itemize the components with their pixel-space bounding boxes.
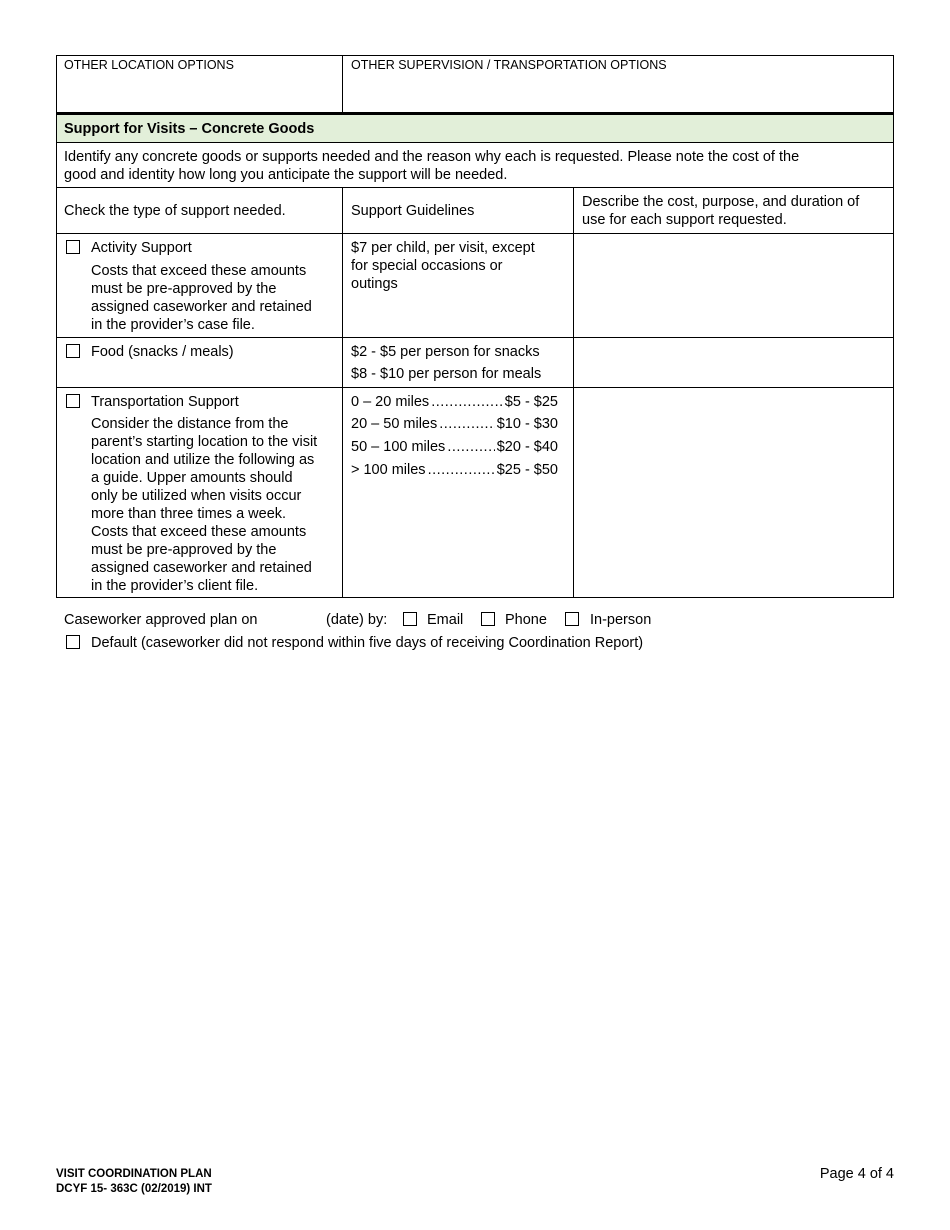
page-number: Page 4 of 4 — [819, 1166, 894, 1182]
approval-date-field[interactable] — [272, 609, 324, 629]
approval-in-person-label: In-person — [590, 612, 652, 628]
approval-phone-checkbox[interactable] — [481, 612, 495, 626]
activity-support-description-field[interactable] — [580, 238, 888, 332]
transport-guide-row — [351, 461, 558, 479]
activity-guide-line: $7 per child, per visit, except — [351, 240, 535, 256]
approval-prefix: Caseworker approved plan on — [64, 612, 258, 628]
header-check-type: Check the type of support needed. — [64, 203, 286, 219]
transport-guide-range: 20 – 50 miles — [351, 416, 438, 432]
activity-support-label: Activity Support — [91, 240, 192, 256]
activity-desc-line: in the provider’s case file. — [91, 317, 255, 333]
food-support-description-field[interactable] — [580, 342, 888, 382]
activity-desc-line: assigned caseworker and retained — [91, 299, 312, 315]
activity-support-checkbox[interactable] — [66, 240, 80, 254]
activity-desc-line: Costs that exceed these amounts — [91, 263, 307, 279]
header-describe-line-2: use for each support requested. — [582, 212, 787, 228]
instruction-line-2: good and identity how long you anticipate the support will be needed. — [64, 167, 508, 183]
food-support-label: Food (snacks / meals) — [91, 344, 234, 360]
transport-desc-line: only be utilized when visits occur — [91, 488, 302, 504]
form-title: VISIT COORDINATION PLAN — [56, 1168, 212, 1180]
transport-desc-line: more than three times a week. — [91, 506, 287, 522]
transportation-support-description-field[interactable] — [580, 392, 888, 592]
transport-desc-line: location and utilize the following as — [91, 452, 315, 468]
transportation-support-label: Transportation Support — [91, 394, 239, 410]
section-title: Support for Visits – Concrete Goods — [64, 121, 315, 137]
transport-guide-range: 50 – 100 miles — [351, 439, 446, 455]
activity-desc-line: must be pre-approved by the — [91, 281, 277, 297]
approval-in-person-checkbox[interactable] — [565, 612, 579, 626]
transport-guide-range: 0 – 20 miles — [351, 394, 430, 410]
transport-desc-line: in the provider’s client file. — [91, 578, 259, 594]
food-guide-meals: $8 - $10 per person for meals — [351, 366, 542, 382]
transport-guide-row — [351, 438, 558, 456]
other-supervision-options-field[interactable] — [351, 76, 887, 110]
transport-guide-range: > 100 miles — [351, 462, 426, 478]
transport-desc-line: Consider the distance from the — [91, 416, 289, 432]
transport-guide-cost: $25 - $50 — [496, 462, 558, 478]
activity-guide-line: outings — [351, 276, 398, 292]
transport-desc-line: a guide. Upper amounts should — [91, 470, 293, 486]
other-location-options-label: OTHER LOCATION OPTIONS — [64, 58, 234, 72]
transport-desc-line: parent’s starting location to the visit — [91, 434, 318, 450]
instruction-line-1: Identify any concrete goods or supports needed and the reason why each is requested. Please note the cost of the — [64, 149, 800, 165]
default-label: Default (caseworker did not respond within five days of receiving Coordination Report) — [91, 635, 644, 651]
transport-guide-cost: $20 - $40 — [496, 439, 558, 455]
transport-guide-cost: $5 - $25 — [504, 394, 558, 410]
header-describe-line-1: Describe the cost, purpose, and duration of — [582, 194, 860, 210]
form-code: DCYF 15- 363C (02/2019) INT — [56, 1183, 212, 1195]
approval-email-label: Email — [427, 612, 464, 628]
transport-desc-line: must be pre-approved by the — [91, 542, 277, 558]
transport-guide-row — [351, 415, 558, 433]
food-guide-snacks: $2 - $5 per person for snacks — [351, 344, 540, 360]
transportation-support-checkbox[interactable] — [66, 394, 80, 408]
food-support-checkbox[interactable] — [66, 344, 80, 358]
activity-guide-line: for special occasions or — [351, 258, 503, 274]
default-checkbox[interactable] — [66, 635, 80, 649]
transport-desc-line: Costs that exceed these amounts — [91, 524, 307, 540]
transport-guide-cost: $10 - $30 — [496, 416, 558, 432]
transport-desc-line: assigned caseworker and retained — [91, 560, 312, 576]
other-supervision-options-label: OTHER SUPERVISION / TRANSPORTATION OPTIONS — [351, 58, 667, 72]
approval-phone-label: Phone — [505, 612, 547, 628]
header-support-guidelines: Support Guidelines — [351, 203, 475, 219]
approval-date-by: (date) by: — [326, 612, 388, 628]
approval-email-checkbox[interactable] — [403, 612, 417, 626]
other-location-options-field[interactable] — [64, 76, 336, 110]
transport-guide-row — [351, 393, 558, 411]
